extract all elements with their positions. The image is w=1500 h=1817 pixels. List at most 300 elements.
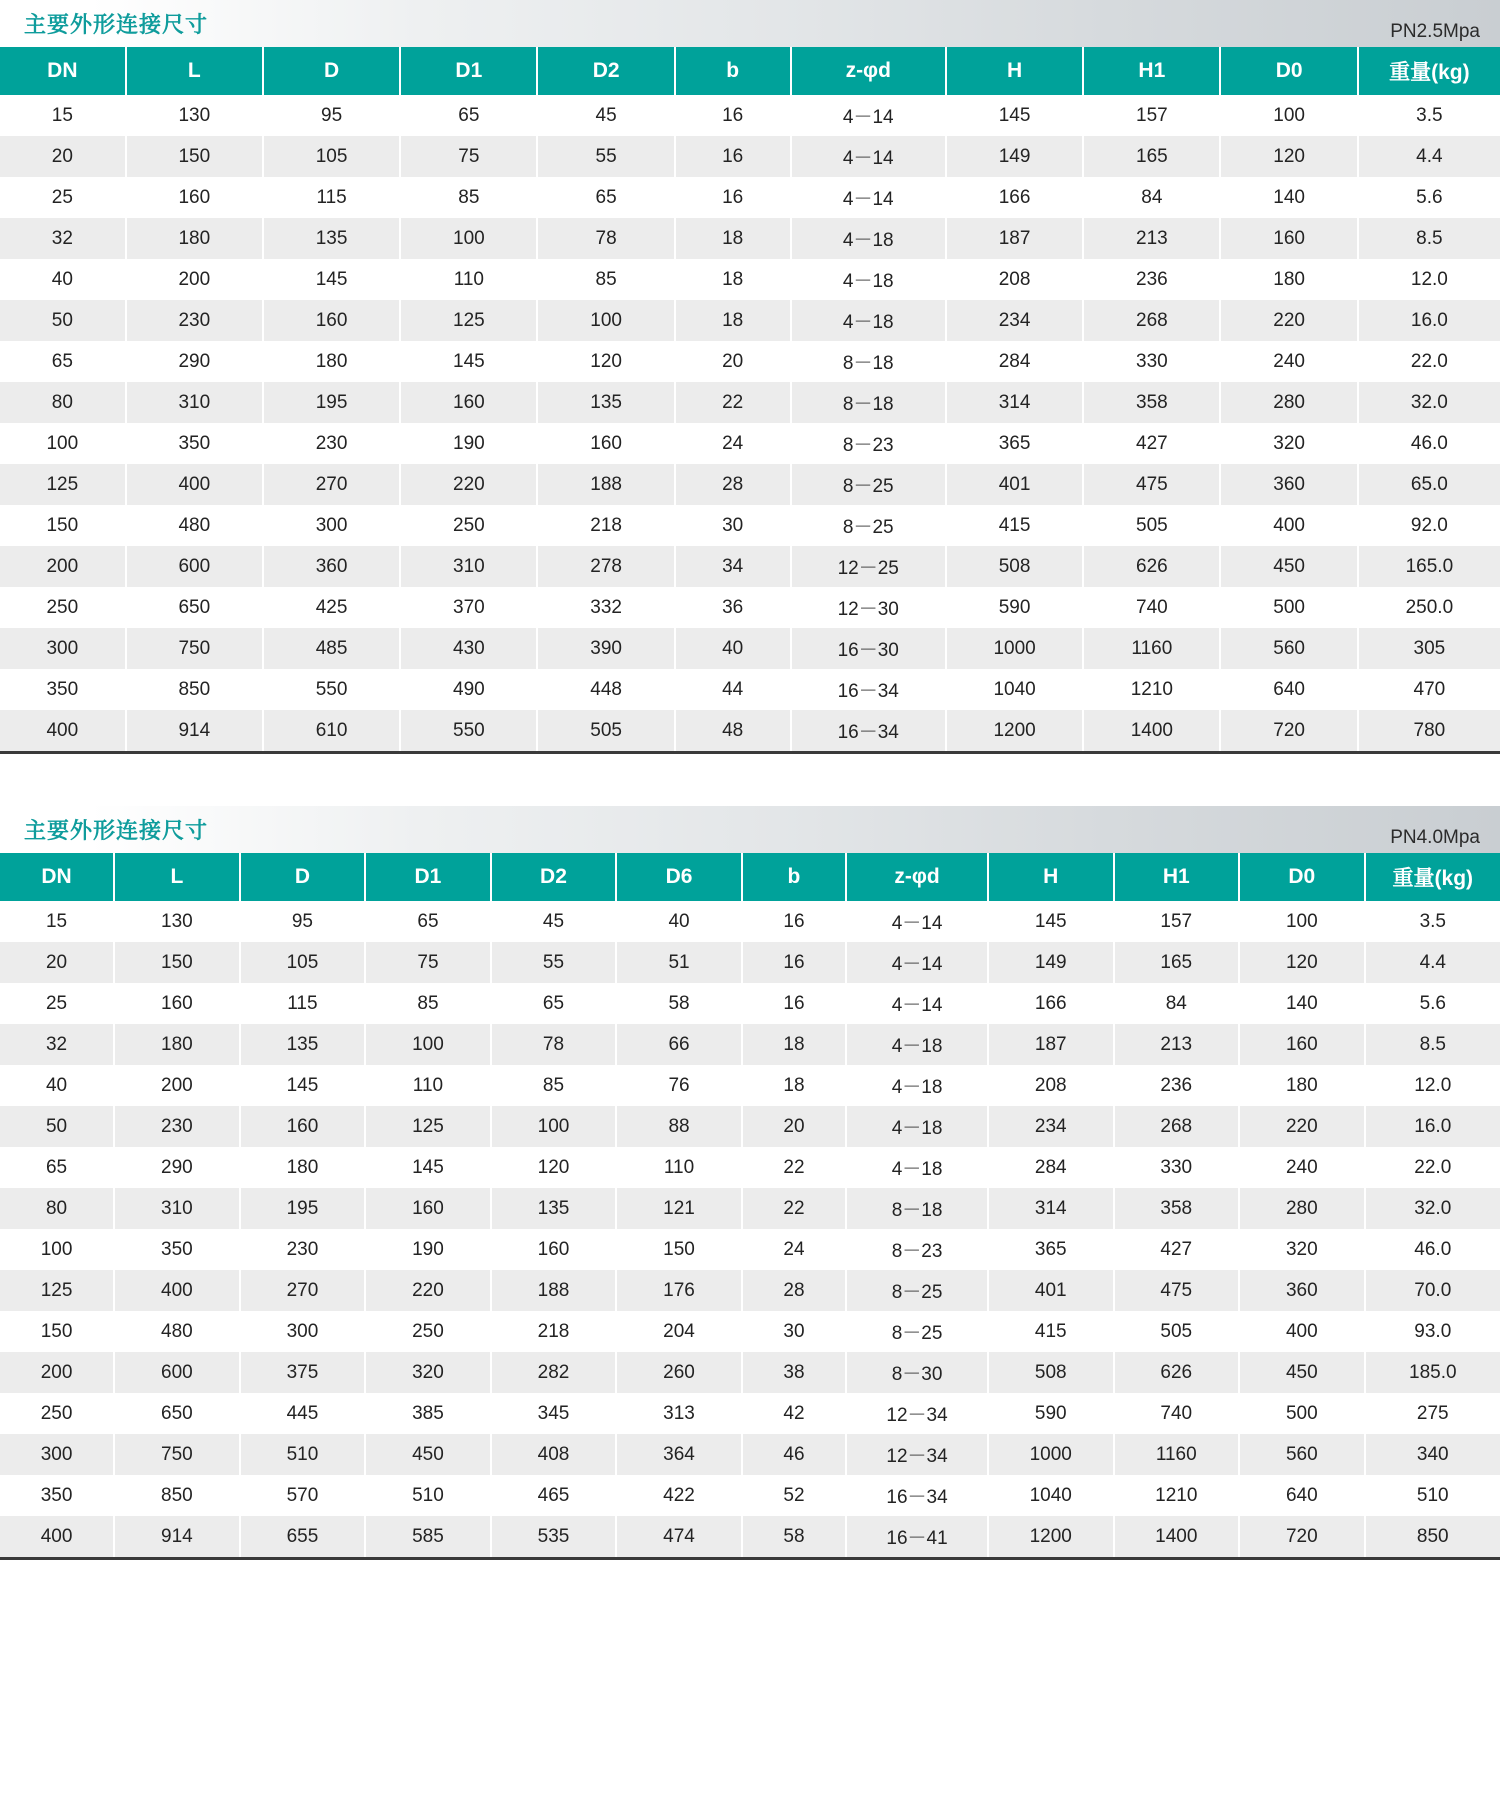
table-cell: 25 [0, 983, 114, 1024]
column-header: z-φd [846, 853, 988, 901]
table-cell: 450 [1239, 1352, 1365, 1393]
table-cell: 213 [1114, 1024, 1240, 1065]
table-cell: 66 [616, 1024, 742, 1065]
table-cell: 150 [0, 1311, 114, 1352]
table-row [0, 1393, 1500, 1434]
table-cell: 188 [537, 464, 674, 505]
table-cell: 220 [400, 464, 537, 505]
table-cell: 165 [1114, 942, 1240, 983]
table-row [0, 464, 1500, 505]
table-cell: 250 [0, 1393, 114, 1434]
table-row [0, 1311, 1500, 1352]
table-cell: 250 [400, 505, 537, 546]
table-cell: 290 [114, 1147, 240, 1188]
table-cell: 160 [1239, 1024, 1365, 1065]
table-cell: 3.5 [1365, 901, 1500, 942]
table-row [0, 1188, 1500, 1229]
table-cell: 15 [0, 901, 114, 942]
table-cell: 1000 [946, 628, 1083, 669]
table-cell: 4－18 [791, 259, 946, 300]
table-cell: 22 [742, 1147, 846, 1188]
table-cell: 3.5 [1358, 95, 1500, 136]
table-cell: 850 [126, 669, 263, 710]
table-cell: 22.0 [1358, 341, 1500, 382]
column-header: 重量(kg) [1365, 853, 1500, 901]
table-cell: 1040 [946, 669, 1083, 710]
table-cell: 290 [126, 341, 263, 382]
table-cell: 427 [1114, 1229, 1240, 1270]
table-cell: 1200 [946, 710, 1083, 753]
table-cell: 310 [400, 546, 537, 587]
table-row [0, 177, 1500, 218]
table-cell: 125 [0, 464, 126, 505]
table-cell: 8.5 [1365, 1024, 1500, 1065]
table-cell: 465 [491, 1475, 617, 1516]
table-cell: 42 [742, 1393, 846, 1434]
table-cell: 490 [400, 669, 537, 710]
table-cell: 140 [1239, 983, 1365, 1024]
table-cell: 345 [491, 1393, 617, 1434]
table-cell: 430 [400, 628, 537, 669]
table-cell: 24 [742, 1229, 846, 1270]
section-pn40 [0, 806, 1500, 1560]
table-cell: 16 [675, 136, 791, 177]
table-cell: 213 [1083, 218, 1220, 259]
table-cell: 270 [263, 464, 400, 505]
table-cell: 180 [263, 341, 400, 382]
table-cell: 65 [0, 341, 126, 382]
table-row [0, 1229, 1500, 1270]
table-cell: 55 [537, 136, 674, 177]
table-cell: 45 [491, 901, 617, 942]
table-cell: 16－30 [791, 628, 946, 669]
table-cell: 8－30 [846, 1352, 988, 1393]
section-title: 主要外形连接尺寸 [24, 12, 209, 37]
table-cell: 78 [491, 1024, 617, 1065]
table-cell: 590 [988, 1393, 1114, 1434]
table-cell: 145 [263, 259, 400, 300]
table-cell: 149 [988, 942, 1114, 983]
table-cell: 475 [1083, 464, 1220, 505]
table-cell: 12－25 [791, 546, 946, 587]
table-cell: 650 [114, 1393, 240, 1434]
table-cell: 48 [675, 710, 791, 753]
table-cell: 422 [616, 1475, 742, 1516]
table-cell: 626 [1083, 546, 1220, 587]
table-cell: 284 [988, 1147, 1114, 1188]
table-body-pn25 [0, 95, 1500, 753]
table-cell: 550 [263, 669, 400, 710]
table-cell: 278 [537, 546, 674, 587]
table-row [0, 1106, 1500, 1147]
table-cell: 12－34 [846, 1393, 988, 1434]
table-row [0, 1147, 1500, 1188]
table-cell: 120 [491, 1147, 617, 1188]
pressure-rating-label: PN4.0Mpa [1390, 826, 1480, 848]
table-cell: 401 [988, 1270, 1114, 1311]
table-cell: 80 [0, 1188, 114, 1229]
table-cell: 1200 [988, 1516, 1114, 1559]
table-cell: 95 [263, 95, 400, 136]
table-cell: 8.5 [1358, 218, 1500, 259]
table-cell: 200 [0, 1352, 114, 1393]
table-cell: 58 [616, 983, 742, 1024]
table-cell: 750 [114, 1434, 240, 1475]
table-cell: 44 [675, 669, 791, 710]
table-cell: 8－25 [791, 505, 946, 546]
table-cell: 4－18 [791, 218, 946, 259]
table-cell: 400 [1239, 1311, 1365, 1352]
table-cell: 188 [491, 1270, 617, 1311]
table-cell: 160 [400, 382, 537, 423]
table-cell: 18 [675, 259, 791, 300]
table-row [0, 300, 1500, 341]
table-cell: 30 [675, 505, 791, 546]
table-cell: 165.0 [1358, 546, 1500, 587]
table-cell: 450 [1220, 546, 1357, 587]
table-cell: 46.0 [1358, 423, 1500, 464]
table-row [0, 218, 1500, 259]
table-cell: 85 [537, 259, 674, 300]
table-cell: 300 [0, 1434, 114, 1475]
section-header-pn25 [0, 0, 1500, 47]
table-cell: 16 [742, 901, 846, 942]
table-cell: 350 [126, 423, 263, 464]
table-cell: 195 [263, 382, 400, 423]
table-cell: 445 [240, 1393, 366, 1434]
table-cell: 46 [742, 1434, 846, 1475]
table-cell: 600 [114, 1352, 240, 1393]
section-title: 主要外形连接尺寸 [24, 818, 209, 843]
table-cell: 505 [1083, 505, 1220, 546]
table-cell: 160 [365, 1188, 491, 1229]
table-cell: 8－23 [791, 423, 946, 464]
table-row [0, 983, 1500, 1024]
table-cell: 370 [400, 587, 537, 628]
table-cell: 4－18 [846, 1106, 988, 1147]
table-cell: 150 [114, 942, 240, 983]
table-cell: 4.4 [1365, 942, 1500, 983]
table-cell: 8－25 [846, 1311, 988, 1352]
table-cell: 125 [400, 300, 537, 341]
table-cell: 40 [616, 901, 742, 942]
table-cell: 100 [0, 1229, 114, 1270]
column-header: H1 [1083, 47, 1220, 95]
table-cell: 268 [1114, 1106, 1240, 1147]
table-cell: 125 [365, 1106, 491, 1147]
table-cell: 58 [742, 1516, 846, 1559]
table-cell: 5.6 [1365, 983, 1500, 1024]
table-cell: 230 [263, 423, 400, 464]
table-cell: 105 [240, 942, 366, 983]
column-header: H [946, 47, 1083, 95]
table-cell: 125 [0, 1270, 114, 1311]
table-cell: 16 [675, 95, 791, 136]
table-cell: 160 [263, 300, 400, 341]
table-cell: 550 [400, 710, 537, 753]
table-cell: 310 [114, 1188, 240, 1229]
table-cell: 65 [400, 95, 537, 136]
table-cell: 914 [126, 710, 263, 753]
table-row [0, 382, 1500, 423]
table-cell: 150 [126, 136, 263, 177]
table-cell: 1160 [1114, 1434, 1240, 1475]
table-cell: 560 [1239, 1434, 1365, 1475]
table-cell: 110 [365, 1065, 491, 1106]
table-cell: 330 [1114, 1147, 1240, 1188]
table-cell: 480 [126, 505, 263, 546]
table-cell: 65 [537, 177, 674, 218]
table-row [0, 710, 1500, 753]
table-cell: 500 [1220, 587, 1357, 628]
table-cell: 400 [114, 1270, 240, 1311]
table-cell: 160 [126, 177, 263, 218]
table-cell: 4－14 [846, 901, 988, 942]
table-cell: 415 [946, 505, 1083, 546]
table-cell: 50 [0, 300, 126, 341]
table-cell: 850 [1365, 1516, 1500, 1559]
table-cell: 4－14 [791, 136, 946, 177]
table-cell: 230 [126, 300, 263, 341]
table-cell: 626 [1114, 1352, 1240, 1393]
table-row [0, 1065, 1500, 1106]
column-header: b [675, 47, 791, 95]
table-cell: 485 [263, 628, 400, 669]
table-cell: 850 [114, 1475, 240, 1516]
table-cell: 32 [0, 218, 126, 259]
table-cell: 508 [988, 1352, 1114, 1393]
dimension-table-pn40 [0, 853, 1500, 1560]
table-cell: 280 [1239, 1188, 1365, 1229]
table-cell: 505 [537, 710, 674, 753]
table-cell: 4－18 [846, 1024, 988, 1065]
table-cell: 284 [946, 341, 1083, 382]
table-cell: 500 [1239, 1393, 1365, 1434]
table-cell: 300 [263, 505, 400, 546]
table-cell: 100 [1239, 901, 1365, 942]
table-cell: 100 [400, 218, 537, 259]
table-row [0, 942, 1500, 983]
table-cell: 208 [988, 1065, 1114, 1106]
table-cell: 655 [240, 1516, 366, 1559]
table-cell: 85 [400, 177, 537, 218]
table-cell: 32.0 [1358, 382, 1500, 423]
table-cell: 332 [537, 587, 674, 628]
table-cell: 30 [742, 1311, 846, 1352]
table-cell: 8－18 [791, 382, 946, 423]
table-cell: 314 [946, 382, 1083, 423]
table-cell: 32.0 [1365, 1188, 1500, 1229]
column-header: D [240, 853, 366, 901]
table-cell: 50 [0, 1106, 114, 1147]
table-cell: 16－34 [846, 1475, 988, 1516]
table-cell: 4－18 [846, 1065, 988, 1106]
table-cell: 32 [0, 1024, 114, 1065]
table-row [0, 341, 1500, 382]
table-cell: 15 [0, 95, 126, 136]
table-cell: 218 [537, 505, 674, 546]
table-cell: 51 [616, 942, 742, 983]
column-header: D [263, 47, 400, 95]
table-cell: 135 [263, 218, 400, 259]
table-cell: 8－23 [846, 1229, 988, 1270]
table-cell: 12.0 [1358, 259, 1500, 300]
column-header: D1 [400, 47, 537, 95]
table-cell: 78 [537, 218, 674, 259]
table-cell: 160 [240, 1106, 366, 1147]
table-cell: 22 [742, 1188, 846, 1229]
table-cell: 187 [946, 218, 1083, 259]
table-cell: 130 [114, 901, 240, 942]
table-cell: 115 [263, 177, 400, 218]
table-cell: 204 [616, 1311, 742, 1352]
table-cell: 180 [1239, 1065, 1365, 1106]
table-cell: 1400 [1083, 710, 1220, 753]
column-header: H [988, 853, 1114, 901]
table-cell: 76 [616, 1065, 742, 1106]
table-row [0, 1434, 1500, 1475]
table-cell: 110 [400, 259, 537, 300]
table-cell: 1210 [1083, 669, 1220, 710]
table-row [0, 628, 1500, 669]
table-cell: 401 [946, 464, 1083, 505]
column-header: b [742, 853, 846, 901]
table-cell: 149 [946, 136, 1083, 177]
table-row [0, 95, 1500, 136]
table-cell: 385 [365, 1393, 491, 1434]
table-cell: 115 [240, 983, 366, 1024]
table-cell: 260 [616, 1352, 742, 1393]
table-cell: 510 [365, 1475, 491, 1516]
table-cell: 20 [742, 1106, 846, 1147]
column-header: D0 [1239, 853, 1365, 901]
table-cell: 65 [0, 1147, 114, 1188]
table-cell: 340 [1365, 1434, 1500, 1475]
column-header: H1 [1114, 853, 1240, 901]
table-cell: 200 [114, 1065, 240, 1106]
column-header: z-φd [791, 47, 946, 95]
table-cell: 65 [365, 901, 491, 942]
table-cell: 1160 [1083, 628, 1220, 669]
table-cell: 720 [1220, 710, 1357, 753]
table-cell: 16－34 [791, 710, 946, 753]
table-cell: 310 [126, 382, 263, 423]
table-cell: 236 [1083, 259, 1220, 300]
column-header: D2 [537, 47, 674, 95]
table-cell: 240 [1239, 1147, 1365, 1188]
table-cell: 8－25 [791, 464, 946, 505]
table-cell: 400 [1220, 505, 1357, 546]
table-cell: 100 [1220, 95, 1357, 136]
column-header: 重量(kg) [1358, 47, 1500, 95]
table-cell: 12－34 [846, 1434, 988, 1475]
table-cell: 12－30 [791, 587, 946, 628]
table-cell: 350 [0, 1475, 114, 1516]
table-cell: 360 [1220, 464, 1357, 505]
table-cell: 4－14 [846, 942, 988, 983]
table-cell: 100 [537, 300, 674, 341]
table-cell: 120 [537, 341, 674, 382]
table-cell: 65.0 [1358, 464, 1500, 505]
table-cell: 740 [1083, 587, 1220, 628]
pressure-rating-label: PN2.5Mpa [1390, 20, 1480, 42]
table-cell: 120 [1239, 942, 1365, 983]
table-cell: 358 [1083, 382, 1220, 423]
table-cell: 590 [946, 587, 1083, 628]
table-cell: 4－18 [846, 1147, 988, 1188]
table-cell: 1400 [1114, 1516, 1240, 1559]
table-cell: 230 [240, 1229, 366, 1270]
table-cell: 18 [675, 300, 791, 341]
table-row [0, 546, 1500, 587]
table-cell: 20 [0, 942, 114, 983]
table-cell: 45 [537, 95, 674, 136]
table-cell: 190 [365, 1229, 491, 1270]
table-cell: 18 [742, 1024, 846, 1065]
table-cell: 570 [240, 1475, 366, 1516]
table-row [0, 1516, 1500, 1559]
table-cell: 4－18 [791, 300, 946, 341]
table-cell: 650 [126, 587, 263, 628]
table-cell: 208 [946, 259, 1083, 300]
table-cell: 234 [946, 300, 1083, 341]
table-cell: 400 [0, 1516, 114, 1559]
table-cell: 187 [988, 1024, 1114, 1065]
table-cell: 16.0 [1365, 1106, 1500, 1147]
table-row [0, 587, 1500, 628]
table-cell: 510 [1365, 1475, 1500, 1516]
table-cell: 300 [240, 1311, 366, 1352]
table-cell: 914 [114, 1516, 240, 1559]
table-cell: 220 [1239, 1106, 1365, 1147]
table-cell: 88 [616, 1106, 742, 1147]
table-cell: 160 [1220, 218, 1357, 259]
table-cell: 70.0 [1365, 1270, 1500, 1311]
table-cell: 166 [946, 177, 1083, 218]
table-cell: 505 [1114, 1311, 1240, 1352]
table-row [0, 505, 1500, 546]
table-cell: 100 [0, 423, 126, 464]
table-cell: 16 [675, 177, 791, 218]
table-cell: 360 [263, 546, 400, 587]
section-pn25 [0, 0, 1500, 754]
table-cell: 34 [675, 546, 791, 587]
table-cell: 236 [1114, 1065, 1240, 1106]
table-cell: 8－18 [791, 341, 946, 382]
table-cell: 92.0 [1358, 505, 1500, 546]
table-cell: 24 [675, 423, 791, 464]
table-cell: 166 [988, 983, 1114, 1024]
table-cell: 85 [365, 983, 491, 1024]
table-cell: 40 [675, 628, 791, 669]
table-cell: 20 [675, 341, 791, 382]
table-cell: 510 [240, 1434, 366, 1475]
table-cell: 20 [0, 136, 126, 177]
table-row [0, 669, 1500, 710]
table-cell: 25 [0, 177, 126, 218]
table-cell: 36 [675, 587, 791, 628]
table-cell: 140 [1220, 177, 1357, 218]
table-cell: 508 [946, 546, 1083, 587]
table-cell: 100 [491, 1106, 617, 1147]
table-cell: 145 [946, 95, 1083, 136]
table-cell: 200 [126, 259, 263, 300]
table-row [0, 1024, 1500, 1065]
table-cell: 16 [742, 983, 846, 1024]
table-cell: 360 [1239, 1270, 1365, 1311]
table-cell: 180 [126, 218, 263, 259]
table-cell: 22 [675, 382, 791, 423]
